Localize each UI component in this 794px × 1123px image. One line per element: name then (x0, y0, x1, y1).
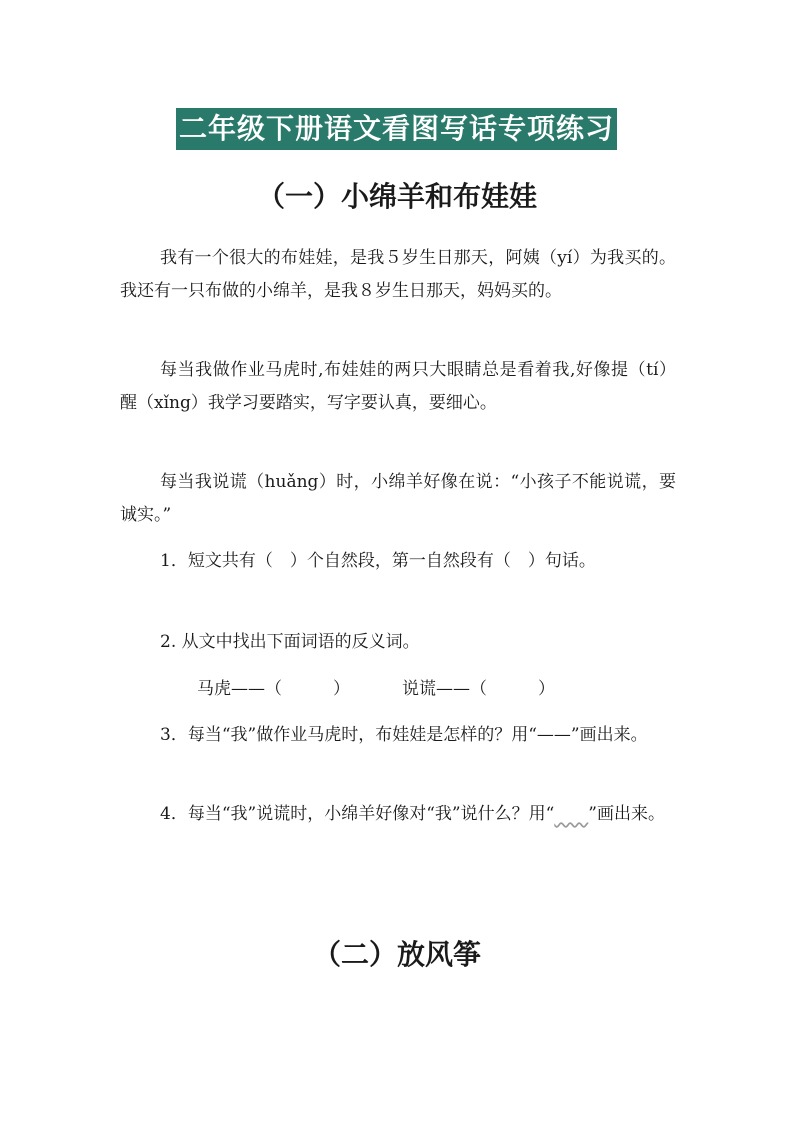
story-paragraph-2: 每当我做作业马虎时,布娃娃的两只大眼睛总是看着我,好像提（tí）醒（xǐng）我学习要踏实，写字要认真，要细心。 (120, 360, 676, 413)
section-1-title: （一）小绵羊和布娃娃 (256, 180, 537, 213)
wavy-underline-mark (554, 804, 588, 824)
worksheet-banner-title: 二年级下册语文看图写话专项练习 (176, 108, 617, 150)
question-1: 1．短文共有（ ）个自然段，第一自然段有（ ）句话。 (160, 551, 596, 571)
question-2: 2. 从文中找出下面词语的反义词。 (160, 632, 420, 652)
antonym-item-mahu: 马虎——（ ） (197, 679, 350, 699)
question-4-text-end: ”画出来。 (588, 804, 665, 824)
antonym-answer-row (197, 673, 555, 706)
question-3: 3．每当“我”做作业马虎时，布娃娃是怎样的？用“——”画出来。 (160, 725, 648, 745)
section-2-title: （二）放风筝 (312, 938, 481, 971)
question-4-text: 4．每当“我”说谎时，小绵羊好像对“我”说什么？用“ (160, 804, 555, 824)
question-4 (120, 798, 676, 831)
story-paragraph-3: 每当我说谎（huǎng）时，小绵羊好像在说：“小孩子不能说谎，要诚实。” (120, 472, 676, 525)
story-paragraph-1: 我有一个很大的布娃娃，是我５岁生日那天，阿姨（yí）为我买的。我还有一只布做的小绵羊，是我８岁生日那天，妈妈买的。 (120, 248, 676, 301)
antonym-item-shuohuang: 说谎——（ ） (402, 679, 555, 699)
